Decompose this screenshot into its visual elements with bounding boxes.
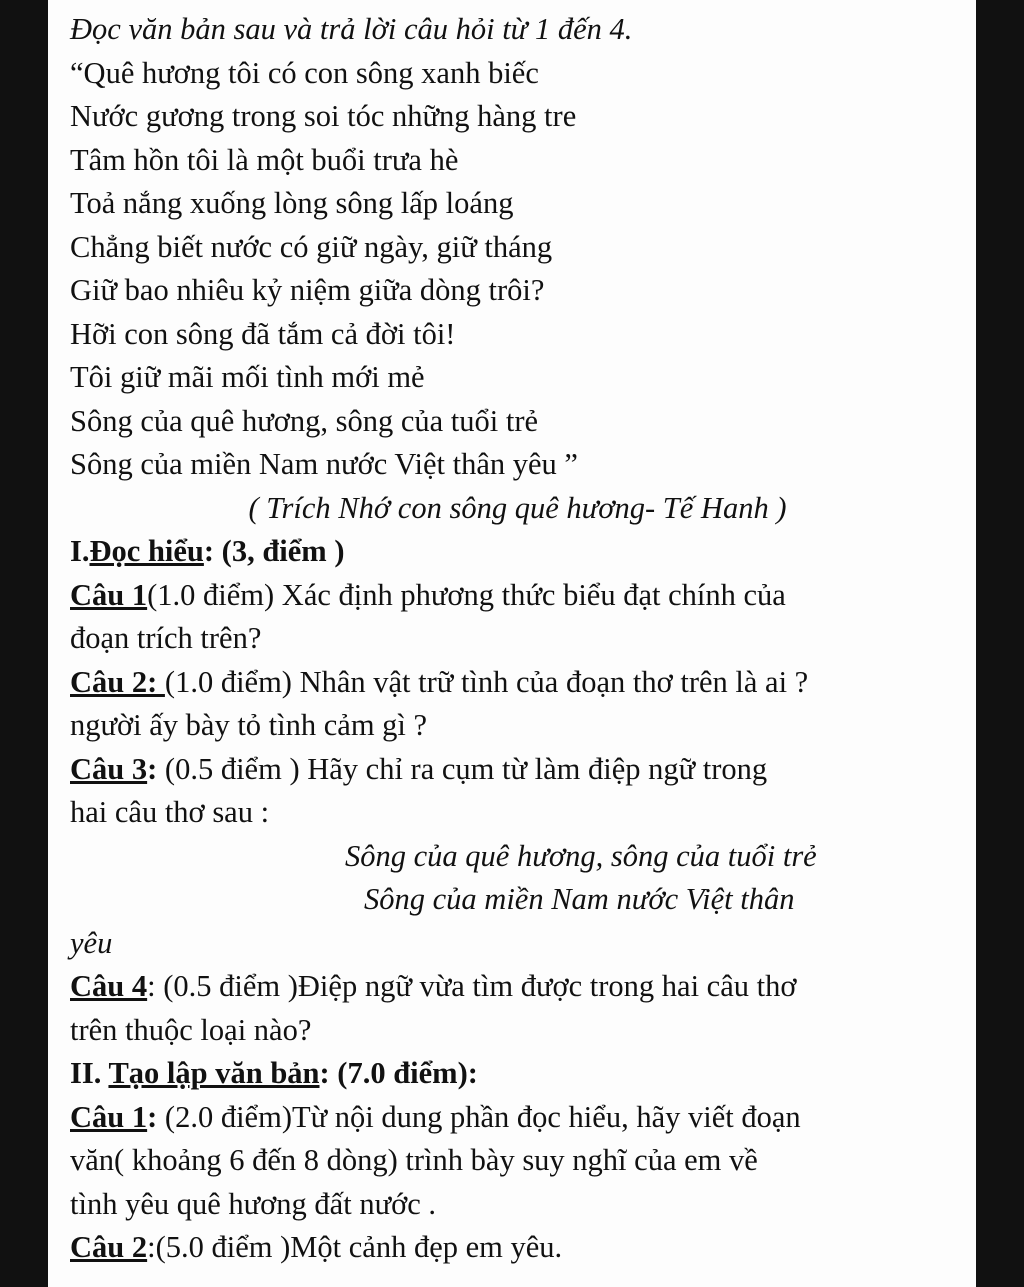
poem-line: Hỡi con sông đã tắm cả đời tôi! bbox=[70, 316, 456, 351]
question-label: Câu 1 bbox=[70, 1099, 148, 1134]
quoted-verse: yêu bbox=[70, 925, 113, 960]
question-label: Câu 2 bbox=[70, 1230, 148, 1264]
quoted-verse: Sông của miền Nam nước Việt thân bbox=[364, 882, 795, 916]
section-heading-writing: II. Tạo lập văn bản: (7.0 điểm): bbox=[70, 1056, 478, 1090]
question-text: đoạn trích trên? bbox=[70, 621, 262, 655]
question-text: trên thuộc loại nào? bbox=[70, 1012, 312, 1047]
question-label: Câu 1 bbox=[70, 577, 148, 612]
question-text: người ấy bày tỏ tình cảm gì ? bbox=[70, 708, 428, 742]
poem-citation: ( Trích Nhớ con sông quê hương- Tế Hanh ) bbox=[248, 490, 787, 525]
poem-line: Tôi giữ mãi mối tình mới mẻ bbox=[70, 360, 425, 394]
writing-question-1: Câu 1: (2.0 điểm)Từ nội dung phần đọc hiểu, hãy viết đoạn văn( khoảng 6 đến 8 dòng) trình bày suy nghĩ của em về tình yêu quê hương đất nước . bbox=[70, 1096, 965, 1227]
question-label: Câu 4 bbox=[70, 969, 148, 1003]
poem-line: Sông của quê hương, sông của tuổi trẻ bbox=[70, 403, 539, 438]
question-text: (0.5 điểm )Điệp ngữ vừa tìm được trong hai câu thơ bbox=[163, 969, 797, 1003]
poem-line: Toả nắng xuống lòng sông lấp loáng bbox=[70, 186, 514, 220]
question-text: (1.0 điểm) Nhân vật trữ tình của đoạn thơ trên là ai ? bbox=[164, 664, 809, 699]
question-text: :(5.0 điểm )Một cảnh đẹp em yêu. bbox=[147, 1230, 563, 1264]
question-3: Câu 3: (0.5 điểm ) Hãy chỉ ra cụm từ làm điệp ngữ trong hai câu thơ sau : Sông của quê hương, sông của tuổi trẻ Sông của miền Nam nước Việt thân yêu bbox=[70, 748, 965, 966]
question-text: hai câu thơ sau : bbox=[70, 795, 270, 829]
question-label: Câu 3 bbox=[70, 751, 148, 786]
poem-line: Tâm hồn tôi là một buổi trưa hè bbox=[70, 142, 459, 177]
poem-line: Giữ bao nhiêu kỷ niệm giữa dòng trôi? bbox=[70, 273, 545, 307]
poem-line: “Quê hương tôi có con sông xanh biếc bbox=[70, 55, 539, 90]
question-1 bbox=[70, 574, 965, 661]
question-text: văn( khoảng 6 đến 8 dòng) trình bày suy nghĩ của em về bbox=[70, 1143, 758, 1177]
instruction: Đọc văn bản sau và trả lời câu hỏi từ 1 đến 4. bbox=[70, 12, 633, 46]
poem-line: Nước gương trong soi tóc những hàng tre bbox=[70, 99, 577, 133]
quoted-verse: Sông của quê hương, sông của tuổi trẻ bbox=[345, 838, 817, 873]
poem bbox=[70, 52, 965, 487]
question-text: tình yêu quê hương đất nước . bbox=[70, 1186, 437, 1221]
question-text: (1.0 điểm) Xác định phương thức biểu đạt chính của bbox=[147, 577, 786, 612]
question-text: (0.5 điểm ) Hãy chỉ ra cụm từ làm điệp ngữ trong bbox=[164, 751, 768, 786]
question-4: Câu 4: (0.5 điểm )Điệp ngữ vừa tìm được trong hai câu thơ trên thuộc loại nào? bbox=[70, 965, 965, 1052]
exam-text bbox=[70, 8, 965, 1270]
question-2 bbox=[70, 661, 965, 748]
question-label: Câu 2: bbox=[70, 664, 165, 699]
poem-line: Sông của miền Nam nước Việt thân yêu ” bbox=[70, 447, 578, 481]
document-page bbox=[48, 0, 976, 1287]
poem-line: Chẳng biết nước có giữ ngày, giữ tháng bbox=[70, 229, 553, 264]
section-heading-reading: I.Đọc hiểu: (3, điểm ) bbox=[70, 534, 345, 568]
writing-question-2 bbox=[70, 1226, 965, 1270]
question-text: (2.0 điểm)Từ nội dung phần đọc hiểu, hãy viết đoạn bbox=[164, 1099, 801, 1134]
